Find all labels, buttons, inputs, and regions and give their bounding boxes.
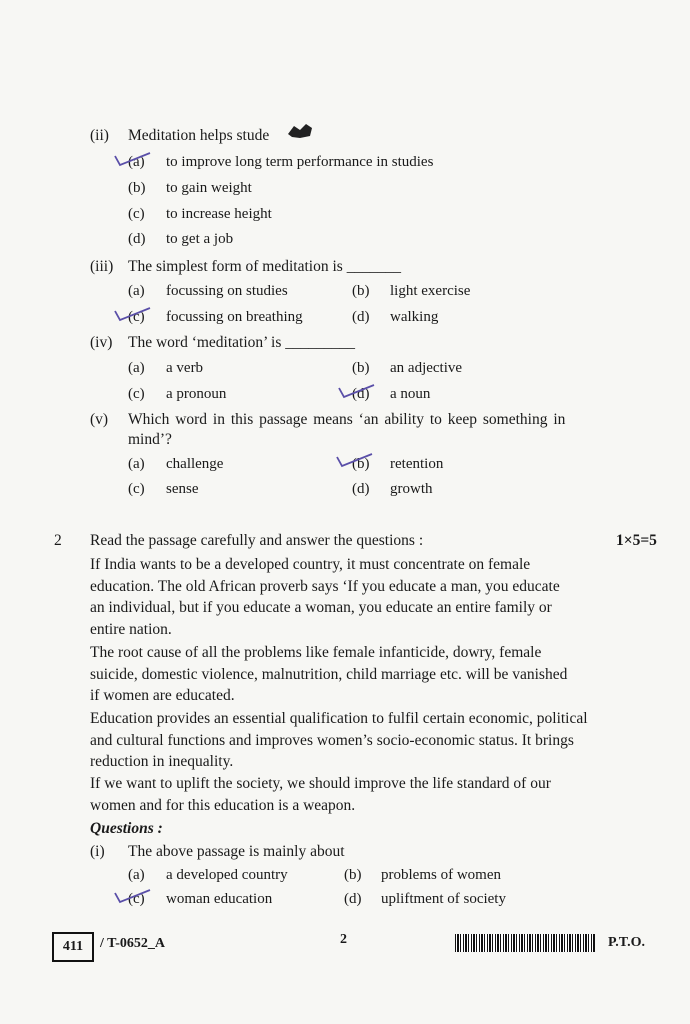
option-letter: (b): [352, 283, 370, 299]
option-text: growth: [390, 481, 433, 497]
question-text: The above passage is mainly about: [128, 843, 345, 860]
option-letter: (c): [128, 309, 145, 325]
option-letter: (c): [128, 386, 145, 402]
checkmark-icon: [112, 305, 156, 323]
passage-line: The root cause of all the problems like female infanticide, dowry, female: [90, 644, 542, 661]
passage-line: an individual, but if you educate a woman, you educate an entire family or: [90, 599, 552, 616]
option-text: retention: [390, 456, 444, 472]
question-text-continued: mind’?: [128, 431, 172, 448]
option-letter: (a): [128, 283, 145, 299]
option-text: walking: [390, 309, 439, 325]
option-text: upliftment of society: [381, 891, 506, 907]
question-number: (iii): [90, 258, 114, 275]
option-text: a pronoun: [166, 386, 227, 402]
questions-heading: Questions :: [90, 820, 163, 837]
option-text: to gain weight: [166, 180, 252, 196]
option-letter: (b): [352, 456, 370, 472]
section-number: 2: [54, 532, 62, 549]
passage-line: If we want to uplift the society, we should improve the life standard of our: [90, 775, 551, 792]
option-letter: (d): [352, 309, 370, 325]
passage-line: education. The old African proverb says ‘If you educate a man, you educate: [90, 577, 560, 595]
option-text: challenge: [166, 456, 224, 472]
passage-paragraph-3: [90, 708, 588, 773]
option-letter: (a): [128, 360, 145, 376]
option-letter: (b): [352, 360, 370, 376]
question-text: The word ‘meditation’ is _________: [128, 334, 356, 351]
passage-line: if women are educated.: [90, 687, 235, 704]
paper-id: / T-0652_A: [100, 936, 165, 951]
option-text: a noun: [390, 386, 431, 402]
option-letter: (a): [128, 867, 145, 883]
option-letter: (a): [128, 456, 145, 472]
passage-paragraph-1: [90, 554, 560, 640]
option-text: to improve long term performance in studies: [166, 154, 434, 170]
barcode: [455, 934, 595, 952]
passage-paragraph-4: [90, 773, 551, 816]
section-instruction: Read the passage carefully and answer the questions :: [90, 532, 424, 549]
paper-code-box: 411: [52, 932, 94, 962]
option-text: an adjective: [390, 360, 463, 376]
checkmark-icon: [112, 887, 156, 905]
option-text: focussing on breathing: [166, 309, 303, 325]
option-text: focussing on studies: [166, 283, 288, 299]
passage-line: Education provides an essential qualification to fulfil certain economic, political: [90, 710, 588, 727]
option-letter: (d): [344, 891, 362, 907]
checkmark-icon: [336, 382, 380, 400]
checkmark-icon: [112, 150, 156, 168]
passage-line: entire nation.: [90, 620, 172, 638]
option-text: light exercise: [390, 283, 471, 299]
passage-line: reduction in inequality.: [90, 753, 234, 770]
option-letter: (d): [352, 481, 370, 497]
passage-line: and cultural functions and improves women’s socio-economic status. It brings: [90, 731, 574, 749]
question-text: Which word in this passage means ‘an ability to keep something in: [128, 411, 566, 428]
question-text: Meditation helps stude: [128, 127, 270, 144]
option-text: a developed country: [166, 867, 288, 883]
passage-line: If India wants to be a developed country, it must concentrate on female: [90, 556, 531, 573]
passage-paragraph-2: [90, 642, 567, 707]
option-text: to increase height: [166, 206, 272, 222]
option-text: a verb: [166, 360, 204, 376]
passage-line: suicide, domestic violence, malnutrition, child marriage etc. will be vanished: [90, 665, 568, 683]
option-letter: (c): [128, 481, 145, 497]
section-marks: 1×5=5: [616, 532, 657, 549]
question-number: (ii): [90, 127, 109, 144]
page-number: 2: [340, 932, 347, 947]
option-letter: (a): [128, 154, 145, 170]
question-number: (v): [90, 411, 109, 428]
question-number: (iv): [90, 334, 113, 351]
option-letter: (b): [344, 867, 362, 883]
question-text: The simplest form of meditation is _______: [128, 258, 401, 275]
option-text: problems of women: [381, 867, 501, 883]
ink-smudge: [286, 122, 316, 140]
option-letter: (c): [128, 206, 145, 222]
option-text: to get a job: [166, 231, 234, 247]
option-text: woman education: [166, 891, 273, 907]
option-letter: (d): [352, 386, 370, 402]
checkmark-icon: [334, 451, 378, 469]
option-letter: (b): [128, 180, 146, 196]
pto-label: P.T.O.: [608, 935, 645, 950]
passage-line: women and for this education is a weapon.: [90, 796, 356, 814]
option-letter: (c): [128, 891, 145, 907]
option-text: sense: [166, 481, 199, 497]
question-number: (i): [90, 843, 105, 860]
option-letter: (d): [128, 231, 146, 247]
